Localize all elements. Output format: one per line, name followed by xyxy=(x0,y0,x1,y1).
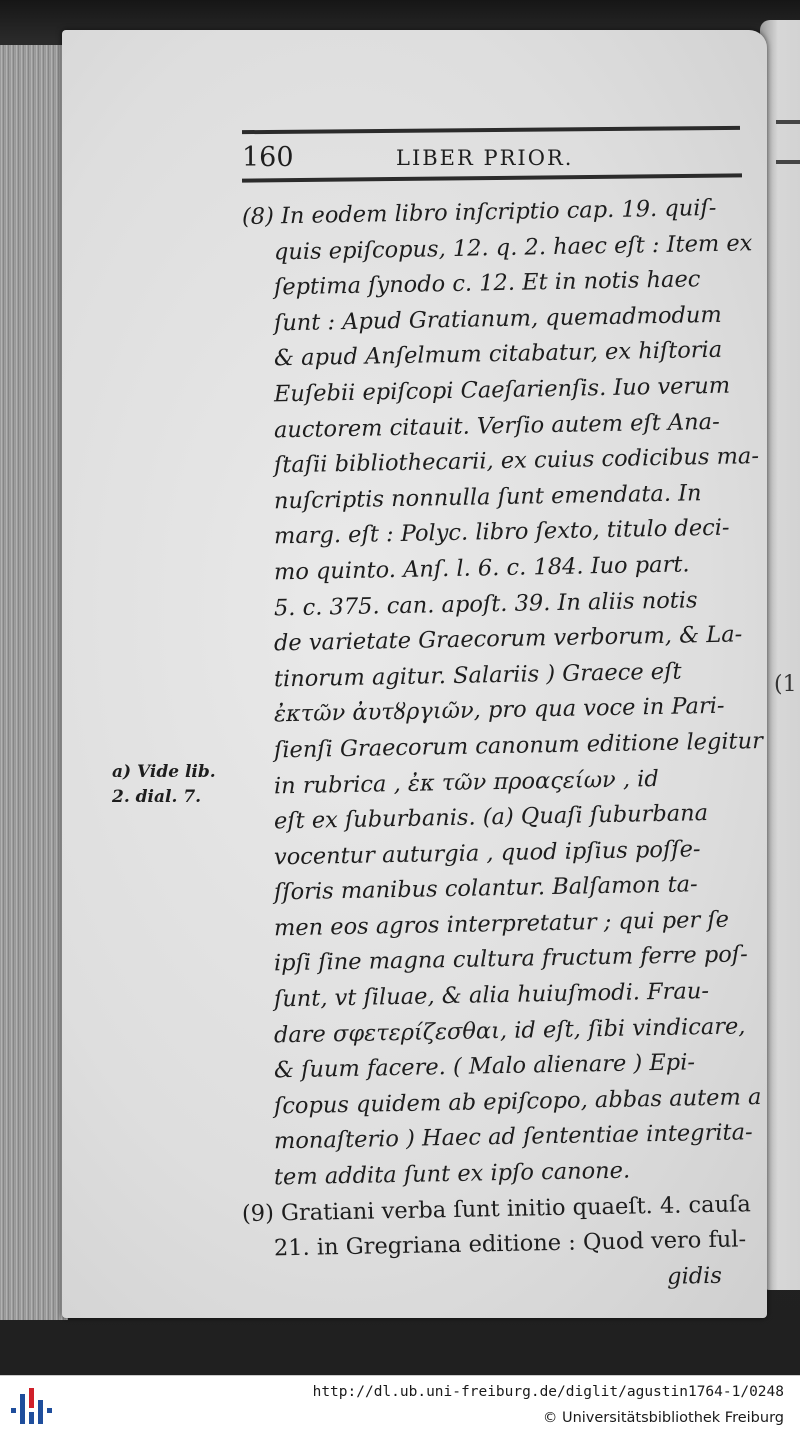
text-line: ſſoris manibus colantur. Balſamon ta- xyxy=(273,871,698,906)
text-line: men eos agros interpretatur ; qui per ſe xyxy=(273,906,730,942)
facing-page-rule xyxy=(776,160,800,164)
text-line: eſt ex ſuburbanis. (a) Quaſi ſuburbana xyxy=(273,800,709,835)
body-text xyxy=(241,194,764,1303)
text-line: mo quinto. Anſ. l. 6. c. 184. Iuo part. xyxy=(273,551,690,586)
margin-note-line: a) Vide lib. xyxy=(112,762,216,782)
facing-page-fragment: (1 xyxy=(774,672,797,697)
text-line: ſtaſii bibliothecarii, ex cuius codicibus ma- xyxy=(273,443,760,479)
margin-note-line: 2. dial. 7. xyxy=(112,787,202,807)
text-line: ſunt, vt ſiluae, & alia huiuſmodi. Frau- xyxy=(273,978,710,1013)
text-line: auctorem citauit. Verſio autem eſt Ana- xyxy=(273,408,720,443)
text-line: ſunt : Apud Gratianum, quemadmodum xyxy=(273,301,722,337)
text-line: quis epiſcopus, 12. q. 2. haec eſt : Item ex xyxy=(273,229,753,265)
text-line: 5. c. 375. can. apoſt. 39. In aliis notis xyxy=(273,586,698,621)
catchword: gidis xyxy=(666,1262,723,1290)
text-line: ἐκτῶν ἀυτȣργιῶν, pro qua voce in Pari- xyxy=(273,693,725,728)
text-line: tem addita ſunt ex ipſo canone. xyxy=(273,1157,631,1191)
running-head: LIBER PRIOR. xyxy=(396,146,574,170)
text-line: tinorum agitur. Salariis ) Graece eſt xyxy=(273,658,682,693)
viewer-footer xyxy=(0,1375,800,1435)
text-line: nuſcriptis nonnulla ſunt emendata. In xyxy=(273,479,702,515)
text-line: ſeptima ſynodo c. 12. Et in notis haec xyxy=(273,266,701,301)
text-line: ſcopus quidem ab epiſcopo, abbas autem a xyxy=(273,1083,762,1120)
facing-page-rule xyxy=(776,120,800,124)
text-line: & ſuum facere. ( Malo alienare ) Epi- xyxy=(273,1049,696,1084)
margin-note xyxy=(112,760,232,810)
page-header xyxy=(242,142,742,176)
text-line: ſienſi Graecorum canonum editione legitur xyxy=(273,727,764,764)
copyright-notice: © Universitätsbibliothek Freiburg xyxy=(542,1410,784,1426)
text-line: in rubrica , ἐκ τῶν προαςείων , id xyxy=(273,765,660,799)
text-line: marg. eſt : Polyc. libro ſexto, titulo deci- xyxy=(273,514,730,550)
text-line: (9) Gratiani verba ſunt initio quaeſt. 4. cauſa xyxy=(241,1190,752,1227)
text-line: (8) In eodem libro inſcriptio cap. 19. quiſ- xyxy=(241,194,717,230)
text-line: de varietate Graecorum verborum, & La- xyxy=(273,621,743,657)
text-line: ipſi ſine magna cultura fructum ferre poſ- xyxy=(273,941,748,977)
text-line: 21. in Gregriana editione : Quod vero ful- xyxy=(273,1226,747,1262)
text-line: dare σφετερίζεσθαι, id eſt, ſibi vindicare, xyxy=(273,1012,746,1049)
text-line: Euſebii epiſcopi Caeſarienſis. Iuo verum xyxy=(273,372,731,408)
text-line: vocentur auturgia , quod ipſius poſſe- xyxy=(273,835,701,871)
book-page-edges xyxy=(0,45,68,1320)
text-line: monaſterio ) Haec ad ſententiae integrita- xyxy=(273,1119,753,1155)
ub-freiburg-logo-icon[interactable] xyxy=(8,1386,52,1426)
page-number: 160 xyxy=(242,142,294,173)
text-line: & apud Anſelmum citabatur, ex hiſtoria xyxy=(273,337,723,372)
permalink-url[interactable]: http://dl.ub.uni-freiburg.de/diglit/agustin1764-1/0248 xyxy=(312,1384,784,1400)
